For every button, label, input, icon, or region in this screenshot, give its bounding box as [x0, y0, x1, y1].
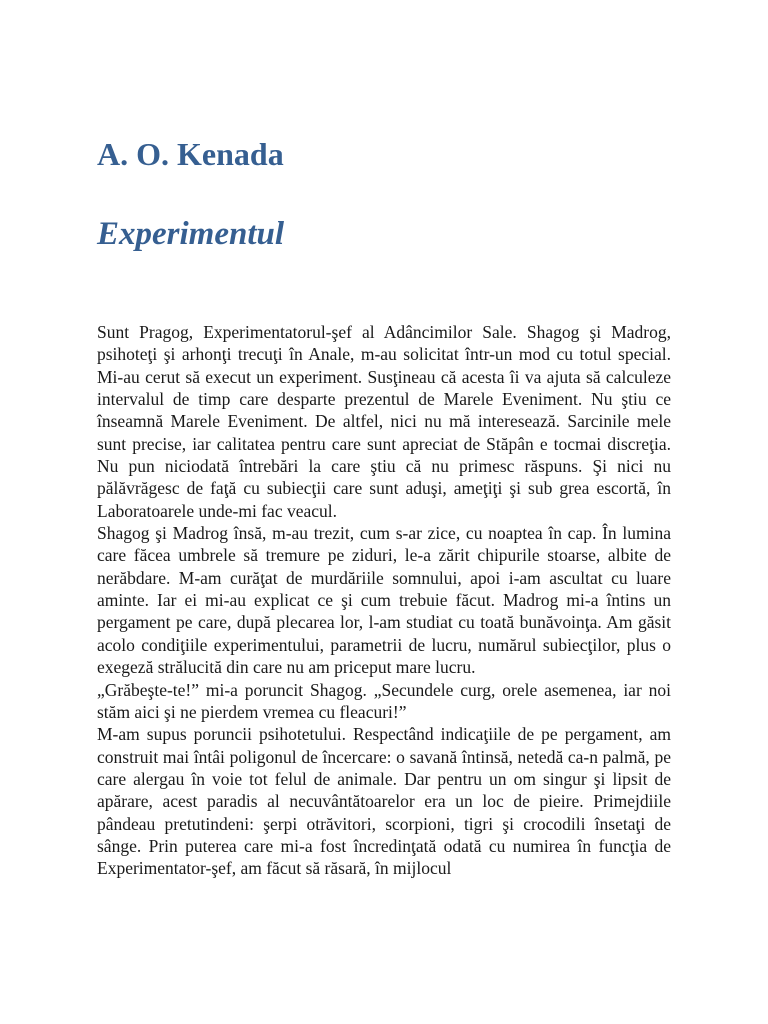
author-heading: A. O. Kenada [97, 136, 284, 172]
paragraph: Shagog şi Madrog însă, m-au trezit, cum s-ar zice, cu noaptea în cap. În lumina care făcea umbrele să tremure pe ziduri, le-a zărit chipurile stoarse, albite de nerăbdare. M-am curăţat de murdăriile somnului, apoi i-am ascultat cu luare aminte. Iar ei mi-au explicat ce şi cum trebuie făcut. Madrog mi-a întins un pergament pe care, după plecarea lor, l-am studiat cu toată bunăvoinţa. Am găsit acolo condiţiile experimentului, parametrii de lucru, numărul subiecţilor, plus o exegeză strălucită din care nu am priceput mare lucru. [97, 523, 671, 678]
paragraph: M-am supus poruncii psihotetului. Respectând indicaţiile de pe pergament, am construit mai întâi poligonul de încercare: o savană întinsă, netedă ca-n palmă, pe care alergau în voie tot felul de animale. Dar pentru un om singur şi lipsit de apărare, acest paradis al necuvântătoarelor era un loc de pieire. Primejdiile pândeau pretutindeni: şerpi otrăvitori, scorpioni, tigri şi crocodili însetaţi de sânge. Prin puterea care mi-a fost încredinţată odată cu numirea în funcţia de Experimentator-şef, am făcut să răsară, în mijlocul [97, 724, 671, 879]
paragraph: Sunt Pragog, Experimentatorul-şef al Adâncimilor Sale. Shagog şi Madrog, psihoteţi şi arhonţi trecuţi în Anale, m-au solicitat într-un mod cu totul special. Mi-au cerut să execut un experiment. Susţineau că acesta îi va ajuta să calculeze intervalul de timp care desparte prezentul de Marele Eveniment. Nu ştiu ce înseamnă Marele Eveniment. De altfel, nici nu mă interesează. Sarcinile mele sunt precise, iar calitatea pentru care sunt apreciat de Stăpân e tocmai discreţia. Nu pun niciodată întrebări la care ştiu că nu primesc răspuns. Şi nici nu pălăvrăgesc de faţă cu subiecţii care sunt aduşi, ameţiţi şi sub grea escortă, în Laboratoarele unde-mi fac veacul. [97, 322, 671, 521]
paragraph: „Grăbeşte-te!” mi-a poruncit Shagog. „Secundele curg, orele asemenea, iar noi stăm aici şi ne pierdem vremea cu fleacuri!” [97, 679, 671, 722]
story-body [97, 321, 671, 880]
story-title: Experimentul [97, 216, 285, 252]
